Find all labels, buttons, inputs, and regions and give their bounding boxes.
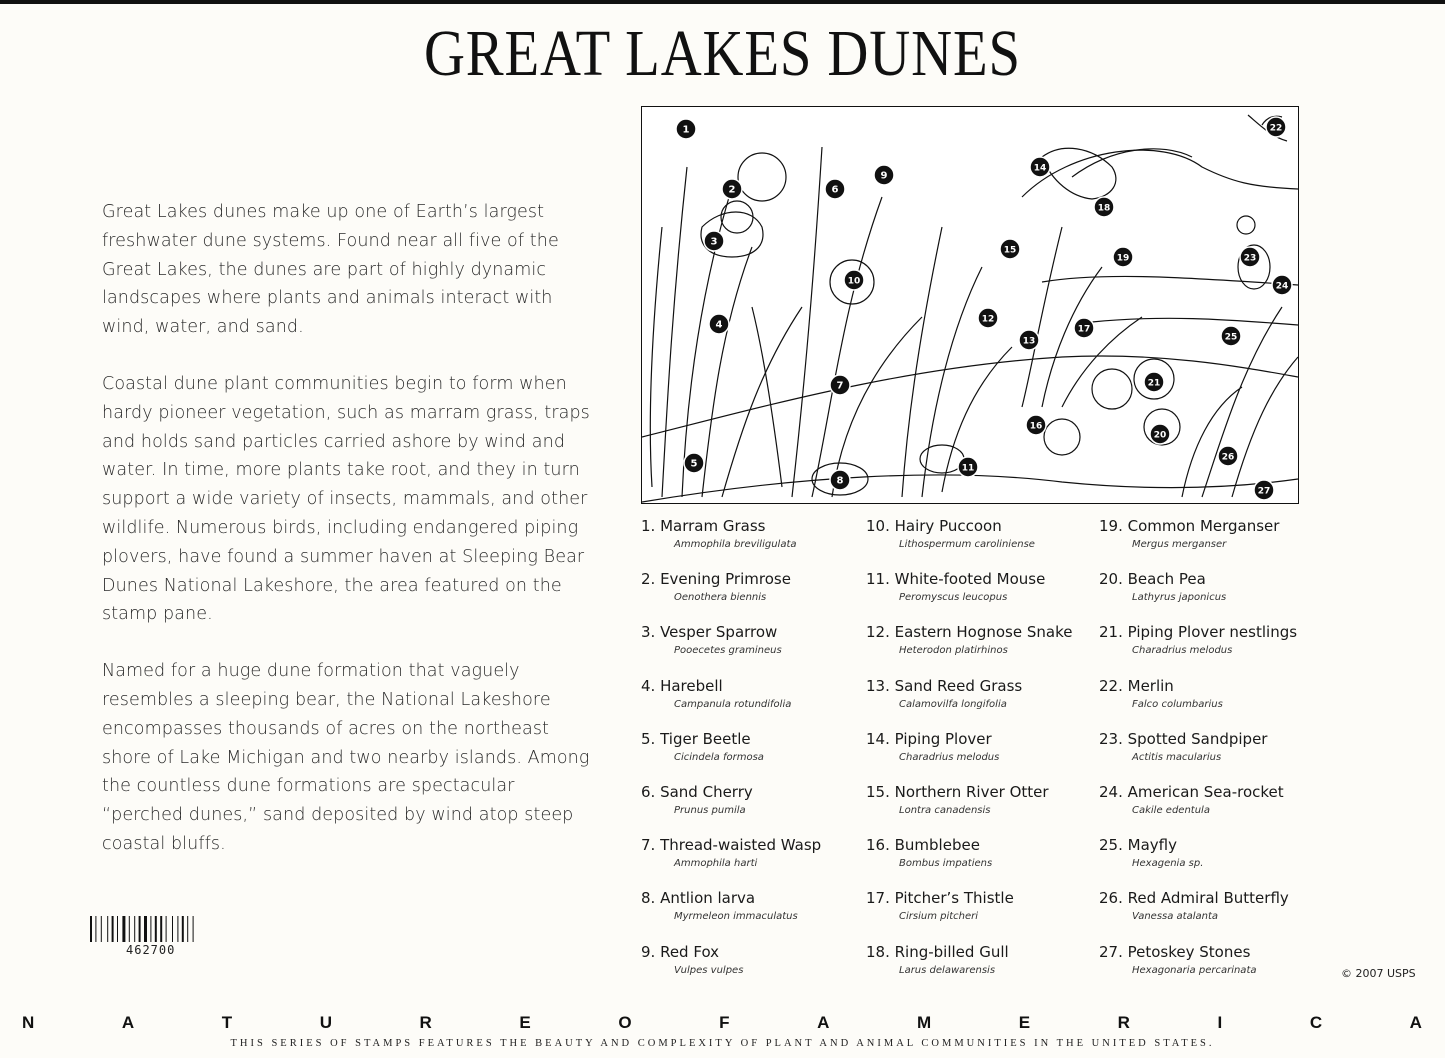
barcode-bar [193,916,194,942]
marker-number: 3 [710,236,718,248]
species-scientific-name: Lithospermum caroliniense [899,539,1035,550]
species-common-name: 11. White-footed Mouse [866,570,1046,589]
barcode-bar [101,916,102,942]
species-common-name: 4. Harebell [641,676,723,695]
marker-number: 21 [1147,378,1161,389]
species-scientific-name: Calamovilfa longifolia [899,698,1007,710]
illustration-marker [1254,480,1274,500]
species-scientific-name: Myrmeleon immaculatus [674,911,798,923]
marker-number: 12 [981,314,995,325]
barcode-bar [134,916,135,942]
series-letter: E [519,1013,531,1032]
barcode-bar [150,916,151,942]
key-item [866,729,999,779]
marker-number: 25 [1224,332,1238,343]
intro-paragraph: Named for a huge dune formation that vaguely resembles a sleeping bear, the National Lakeshore encompasses thousands of acres on the northeast shore of Lake Michigan and two nearby islands. Among the countless dune formations are spectacular “perched dunes,” sand deposited by wind atop steep coastal bluffs. [102,661,590,854]
species-scientific-name: Heterodon platirhinos [899,645,1008,657]
species-common-name: 2. Evening Primrose [641,570,791,589]
key-item [1099,835,1203,885]
illustration-marker [1026,415,1046,435]
key-item [641,729,764,779]
illustration-marker [1266,117,1286,137]
intro-text [102,198,592,887]
barcode-bar [187,916,188,942]
marker-number: 2 [728,184,736,196]
marker-number: 16 [1029,421,1043,432]
marker-number: 11 [961,463,975,474]
sand-ground [642,475,1298,502]
marker-number: 19 [1116,253,1130,264]
marker-number: 6 [831,184,839,196]
marker-number: 13 [1022,336,1036,347]
marker-number: 27 [1257,486,1271,497]
illustration-marker [1094,197,1114,217]
species-scientific-name: Ammophila harti [674,858,758,870]
species-scientific-name: Charadrius melodus [1132,645,1233,657]
marker-number: 26 [1221,452,1235,463]
key-item [866,782,1049,832]
species-scientific-name: Charadrius melodus [899,751,1000,763]
series-letter: M [916,1013,932,1032]
barcode-bar [95,916,96,942]
illustration-marker [1030,157,1050,177]
key-item [866,942,1009,992]
key-item [1099,622,1297,672]
illustration-marker [1074,318,1094,338]
illustration-marker [704,231,724,251]
illustration-marker [1240,247,1260,267]
illustration-marker [1113,247,1133,267]
illustration-marker [1221,326,1241,346]
sandpiper-head [1237,216,1255,234]
primrose-flower [721,201,753,233]
illustration-marker [830,470,850,490]
illustration-drawing [642,107,1298,503]
marker-number: 10 [847,276,861,287]
species-scientific-name: Vulpes vulpes [674,964,744,976]
marker-number: 5 [690,458,698,470]
species-common-name: 23. Spotted Sandpiper [1099,729,1268,748]
illustration-marker [722,179,742,199]
copyright-notice: © 2007 USPS [1341,967,1416,980]
series-letter: T [221,1013,233,1032]
species-scientific-name: Cirsium pitcheri [899,911,979,923]
barcode-bar [166,916,167,942]
marker-number: 18 [1097,203,1111,214]
species-common-name: 7. Thread-waisted Wasp [641,836,822,855]
key-item [1099,729,1267,779]
lake-shoreline [1022,150,1298,197]
marker-number: 15 [1003,245,1017,256]
species-common-name: 3. Vesper Sparrow [641,623,778,642]
key-item [1099,942,1257,992]
page-title: GREAT LAKES DUNES [423,17,1021,90]
species-scientific-name: Larus delawarensis [899,964,996,976]
illustration-marker [709,314,729,334]
thistle-head [1044,419,1080,455]
illustration-marker [1272,275,1292,295]
key-item [641,942,743,992]
key-item [641,516,797,566]
key-item [1099,569,1226,619]
key-item [866,676,1022,726]
species-common-name: 26. Red Admiral Butterfly [1099,889,1289,908]
key-item [866,569,1045,619]
species-common-name: 24. American Sea-rocket [1099,783,1284,801]
barcode-bar [182,916,184,942]
series-letter: C [1309,1013,1323,1032]
species-scientific-name: Lathyrus japonicus [1132,592,1227,604]
species-scientific-name: Ammophila breviligulata [674,539,797,550]
marker-number: 22 [1269,123,1283,134]
species-scientific-name: Hexagenia sp. [1132,858,1204,870]
marker-number: 23 [1243,253,1257,264]
species-common-name: 9. Red Fox [641,942,720,961]
marker-number: 9 [880,170,888,182]
barcode-bar [90,916,92,942]
species-common-name: 18. Ring-billed Gull [866,942,1009,961]
key-item [641,782,753,832]
barcode-bar [112,916,114,942]
intro-paragraph: Great Lakes dunes make up one of Earth’s largest freshwater dune systems. Found near all five of the Great Lakes, the dunes are part of highly dynamic landscapes where plants and animals interact with wind, water, and sand. [102,202,559,338]
water-line [1092,318,1298,325]
grass-clump [902,227,1012,497]
barcode-bar [160,916,162,942]
thistle-head [1092,369,1132,409]
species-common-name: 15. Northern River Otter [866,783,1049,801]
key-item [866,516,1035,566]
species-common-name: 5. Tiger Beetle [641,729,751,748]
species-common-name: 21. Piping Plover nestlings [1099,623,1298,642]
species-scientific-name: Prunus pumila [674,805,746,816]
key-item [866,835,992,885]
series-letter: U [319,1013,332,1032]
marker-number: 8 [836,475,844,487]
series-letter: R [419,1013,432,1032]
marker-number: 7 [836,380,844,392]
intro-paragraph: Coastal dune plant communities begin to form when hardy pioneer vegetation, such as marram grass, traps and holds sand particles carried ashore by wind and water. In time, more plants take root, and they in turn support a wide variety of insects, mammals, and other wildlife. Numerous birds, including endangered piping plovers, have found a summer haven at Sleeping Bear Dunes National Lakeshore, the area featured on the stamp pane. [102,373,590,625]
series-letter: A [817,1013,830,1032]
species-scientific-name: Bombus impatiens [899,858,993,870]
barcode-number: 462700 [126,943,176,957]
illustration-marker [830,375,850,395]
series-letter: R [1117,1013,1130,1032]
illustration-marker [1150,424,1170,444]
marker-number: 14 [1033,163,1047,174]
illustration-marker [1218,446,1238,466]
barcode-bar [122,916,125,942]
series-letter: O [618,1013,632,1032]
species-scientific-name: Cakile edentula [1132,805,1210,816]
species-common-name: 13. Sand Reed Grass [866,676,1023,695]
dune-ridge [642,356,1298,437]
species-scientific-name: Pooecetes gramineus [674,645,782,657]
key-item [641,835,821,885]
species-scientific-name: Actitis macularius [1132,751,1222,763]
key-item [866,622,1072,672]
barcode-bar [144,916,147,942]
species-scientific-name: Cicindela formosa [674,751,764,763]
barcode-bar [172,916,173,942]
water-line [1042,276,1298,285]
species-common-name: 17. Pitcher’s Thistle [866,889,1014,908]
illustration-marker [978,308,998,328]
species-common-name: 12. Eastern Hognose Snake [866,623,1073,642]
illustration-marker [874,165,894,185]
key-item [641,622,782,672]
species-scientific-name: Falco columbarius [1132,698,1223,710]
marker-number: 20 [1153,430,1167,441]
barcode [90,916,220,946]
species-common-name: 6. Sand Cherry [641,783,753,801]
species-common-name: 16. Bumblebee [866,836,980,855]
species-common-name: 27. Petoskey Stones [1099,942,1251,961]
series-letter: F [719,1013,730,1032]
illustration-marker [676,119,696,139]
species-common-name: 8. Antlion larva [641,889,756,908]
illustration-marker [684,453,704,473]
species-common-name: 25. Mayfly [1099,836,1177,855]
species-common-name: 1. Marram Grass [641,517,766,535]
series-letter: A [121,1013,135,1032]
species-common-name: 19. Common Merganser [1099,517,1280,535]
species-key [641,516,1341,996]
illustration-marker [958,457,978,477]
gull-wing [1072,149,1192,177]
illustration-marker [1019,330,1039,350]
key-item [1099,782,1284,832]
illustration-marker [844,270,864,290]
species-scientific-name: Hexagonaria percarinata [1132,964,1257,976]
species-scientific-name: Peromyscus leucopus [899,592,1008,604]
series-letter: N [22,1013,35,1032]
key-item [1099,888,1289,938]
illustration-marker [1000,239,1020,259]
marker-number: 17 [1077,324,1091,335]
series-letter: I [1217,1013,1223,1032]
primrose-flower [738,153,786,201]
species-common-name: 20. Beach Pea [1099,570,1206,589]
species-common-name: 14. Piping Plover [866,729,992,748]
illustration-markers [676,117,1292,500]
top-rule [0,0,1445,4]
species-scientific-name: Mergus merganser [1132,539,1227,550]
key-item [641,676,791,726]
barcode-bar [177,916,178,942]
barcode-bar [155,916,157,942]
series-tagline: THIS SERIES OF STAMPS FEATURES THE BEAUTY AND COMPLEXITY OF PLANT AND ANIMAL COMMUNITIES IN THE UNITED STATES. [230,1038,1215,1049]
dune-illustration [641,106,1299,504]
barcode-bar [129,916,130,942]
marker-number: 4 [715,319,723,331]
barcode-bar [139,916,141,942]
illustration-marker [825,179,845,199]
series-title [22,1013,1422,1033]
species-common-name: 22. Merlin [1099,676,1174,695]
barcode-bar [117,916,118,942]
key-item [641,569,791,619]
key-item [641,888,798,938]
series-letter: E [1018,1013,1031,1032]
barcode-bar [107,916,108,942]
species-scientific-name: Lontra canadensis [899,805,991,816]
marker-number: 1 [682,124,690,136]
key-item [866,888,1014,938]
marker-number: 24 [1275,281,1289,292]
series-letter: A [1409,1013,1422,1032]
illustration-marker [1144,372,1164,392]
key-item [1099,516,1279,566]
species-scientific-name: Oenothera biennis [674,592,767,604]
species-scientific-name: Campanula rotundifolia [674,698,792,710]
key-item [1099,676,1223,726]
species-common-name: 10. Hairy Puccoon [866,517,1002,535]
species-scientific-name: Vanessa atalanta [1132,911,1219,923]
